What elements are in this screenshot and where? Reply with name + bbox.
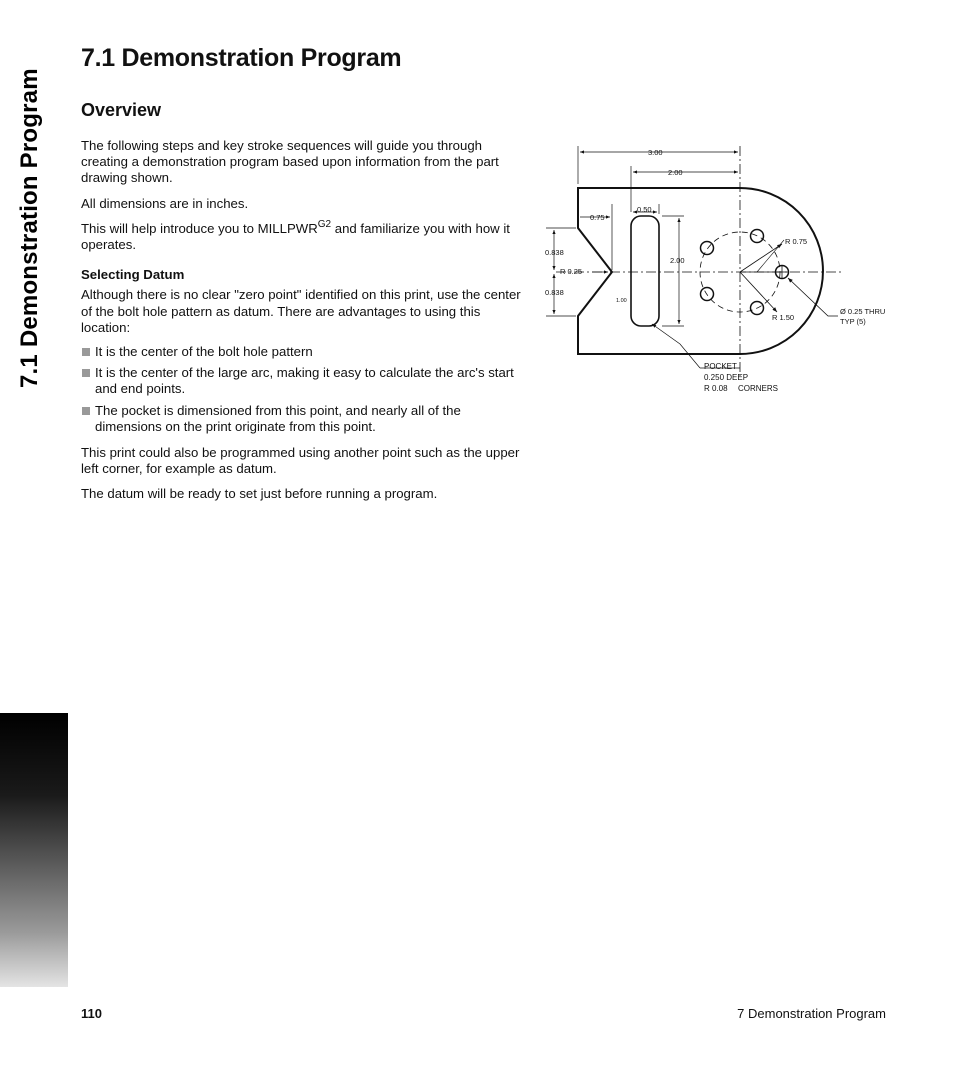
dim-2-00-top: 2.00 <box>668 168 683 177</box>
familiar-suffix: and familiarize you with how it operates. <box>81 220 510 253</box>
bolt-hole <box>701 242 714 255</box>
dim-r-0-75: R 0.75 <box>785 237 808 246</box>
dim-0-50: 0.50 <box>637 205 652 214</box>
dim-0-75: 0.75 <box>590 213 605 222</box>
dim-3-00: 3.00 <box>648 148 663 157</box>
footer-chapter-title: 7 Demonstration Program <box>737 1006 886 1021</box>
list-item: It is the center of the large arc, making it easy to calculate the arc's start and end points. <box>81 365 526 397</box>
units-paragraph: All dimensions are in inches. <box>81 195 249 211</box>
advantages-list <box>81 344 526 435</box>
dim-2-00-pocket: 2.00 <box>670 256 685 265</box>
dim-0-838-top: 0.838 <box>545 248 564 257</box>
familiarize-paragraph <box>81 218 526 253</box>
product-superscript: G2 <box>317 218 332 230</box>
bullet-square-icon <box>82 369 90 377</box>
list-item: It is the center of the bolt hole pattern <box>81 344 526 360</box>
familiar-prefix: This will help introduce you to MILLPWR <box>81 220 318 236</box>
side-tab: 7.1 Demonstration Program <box>0 0 68 987</box>
body-text <box>81 138 526 512</box>
page-number: 110 <box>81 1006 102 1021</box>
pocket-depth-note: 0.250 DEEP <box>704 373 749 382</box>
part-drawing <box>542 140 892 400</box>
page-title: 7.1 Demonstration Program <box>81 44 402 72</box>
dim-r-1-50: R 1.50 <box>772 313 795 322</box>
intro-paragraph: The following steps and key stroke sequences will guide you through creating a demonstration program based upon information from the part drawing shown. <box>81 138 499 186</box>
hole-note-typ: TYP (5) <box>840 317 866 326</box>
list-item: The pocket is dimensioned from this point, and nearly all of the dimensions on the print originate from this point. <box>81 403 526 435</box>
pocket-outline <box>631 216 659 326</box>
hole-note-diameter: Ø 0.25 THRU <box>840 307 886 316</box>
side-tab-gradient-bar <box>0 713 68 987</box>
part-outline <box>578 188 823 354</box>
bullet-square-icon <box>82 407 90 415</box>
selecting-datum-heading: Selecting Datum <box>81 267 185 283</box>
alternative-datum-paragraph: This print could also be programmed using another point such as the upper left corner, for example as datum. <box>81 445 520 477</box>
pocket-corners-note: CORNERS <box>738 384 779 393</box>
selecting-datum-paragraph: Although there is no clear "zero point" identified on this print, use the center of the bolt hole pattern as datum. There are advantages to using this location: <box>81 287 521 335</box>
dim-1-00: 1.00 <box>616 298 627 304</box>
datum-ready-paragraph: The datum will be ready to set just before running a program. <box>81 486 438 502</box>
dim-0-838-bottom: 0.838 <box>545 288 564 297</box>
dim-r-0-25: R 0.25 <box>560 267 583 276</box>
bullet-square-icon <box>82 348 90 356</box>
pocket-note: POCKET <box>704 362 737 371</box>
section-heading-overview: Overview <box>81 100 162 120</box>
pocket-radius-note: R 0.08 <box>704 384 728 393</box>
